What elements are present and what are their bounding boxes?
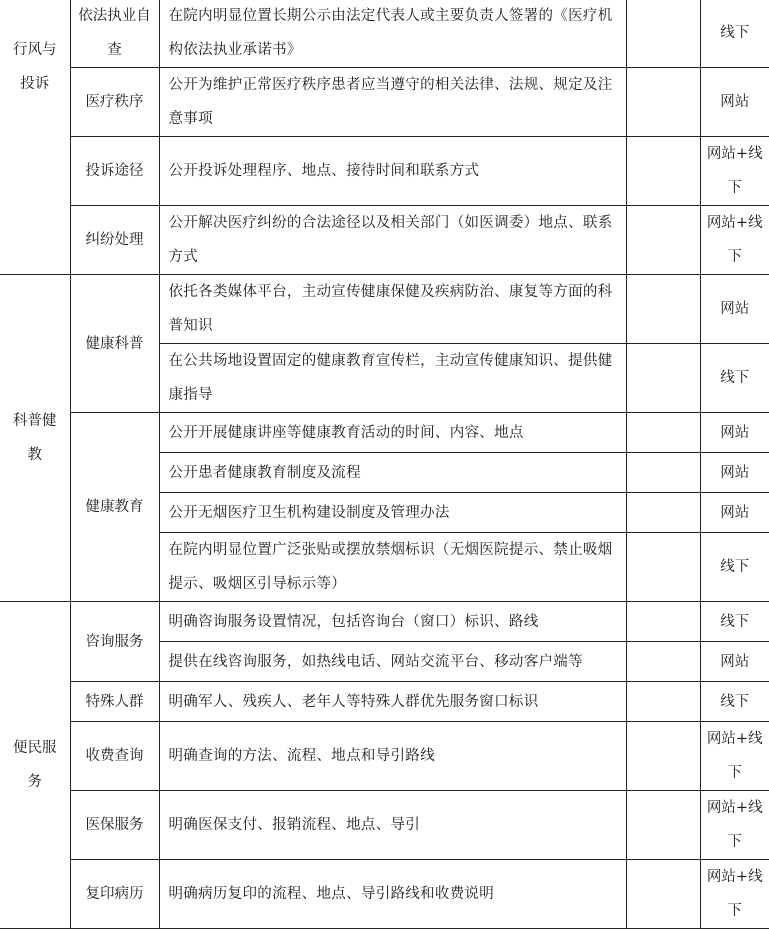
subcategory-cell: 投诉途径 xyxy=(70,137,159,206)
blank-cell xyxy=(626,68,700,137)
blank-cell xyxy=(626,642,700,682)
blank-cell xyxy=(626,275,700,344)
subcategory-cell: 医保服务 xyxy=(70,791,159,860)
table-row xyxy=(0,413,769,453)
content-cell: 依托各类媒体平台，主动宣传健康保健及疾病防治、康复等方面的科普知识 xyxy=(159,275,626,344)
subcategory-cell: 复印病历 xyxy=(70,860,159,929)
mode-cell: 网站+线下 xyxy=(700,722,769,791)
content-cell: 公开患者健康教育制度及流程 xyxy=(159,453,626,493)
mode-cell: 网站 xyxy=(700,413,769,453)
category-cell xyxy=(0,0,70,275)
subcategory-cell: 健康科普 xyxy=(70,275,159,413)
subcategory-cell: 纠纷处理 xyxy=(70,206,159,275)
blank-cell xyxy=(626,602,700,642)
content-cell: 在院内明显位置长期公示由法定代表人或主要负责人签署的《医疗机构依法执业承诺书》 xyxy=(159,0,626,68)
mode-cell: 网站 xyxy=(700,453,769,493)
mode-cell: 线下 xyxy=(700,0,769,68)
content-cell: 公开解决医疗纠纷的合法途径以及相关部门（如医调委）地点、联系方式 xyxy=(159,206,626,275)
mode-cell: 线下 xyxy=(700,344,769,413)
content-cell: 公开为维护正常医疗秩序患者应当遵守的相关法律、法规、规定及注意事项 xyxy=(159,68,626,137)
subcategory-cell: 依法执业自查 xyxy=(70,0,159,68)
mode-cell: 网站 xyxy=(700,493,769,533)
content-cell: 提供在线咨询服务，如热线电话、网站交流平台、移动客户端等 xyxy=(159,642,626,682)
table-row xyxy=(0,137,769,206)
content-cell: 公开无烟医疗卫生机构建设制度及管理办法 xyxy=(159,493,626,533)
table-row xyxy=(0,722,769,791)
content-cell: 公开投诉处理程序、地点、接待时间和联系方式 xyxy=(159,137,626,206)
category-label: 行风与投诉 xyxy=(13,41,57,92)
category-cell: 科普健教 xyxy=(0,275,70,602)
table-row xyxy=(0,0,769,68)
content-cell: 在院内明显位置广泛张贴或摆放禁烟标识（无烟医院提示、禁止吸烟提示、吸烟区引导标示等） xyxy=(159,533,626,602)
table-row xyxy=(0,860,769,929)
subcategory-cell: 特殊人群 xyxy=(70,682,159,722)
blank-cell xyxy=(626,137,700,206)
category-cell: 便民服务 xyxy=(0,602,70,929)
blank-cell xyxy=(626,682,700,722)
mode-cell: 线下 xyxy=(700,682,769,722)
blank-cell xyxy=(626,453,700,493)
mode-cell: 网站+线下 xyxy=(700,206,769,275)
content-cell: 在公共场地设置固定的健康教育宣传栏，主动宣传健康知识、提供健康指导 xyxy=(159,344,626,413)
subcategory-cell: 咨询服务 xyxy=(70,602,159,682)
table-row xyxy=(0,68,769,137)
content-cell: 公开开展健康讲座等健康教育活动的时间、内容、地点 xyxy=(159,413,626,453)
subcategory-cell: 健康教育 xyxy=(70,413,159,602)
blank-cell xyxy=(626,722,700,791)
table-row xyxy=(0,206,769,275)
blank-cell xyxy=(626,860,700,929)
mode-cell: 线下 xyxy=(700,533,769,602)
content-cell: 明确咨询服务设置情况，包括咨询台（窗口）标识、路线 xyxy=(159,602,626,642)
mode-cell: 网站+线下 xyxy=(700,137,769,206)
blank-cell xyxy=(626,206,700,275)
table-row xyxy=(0,791,769,860)
blank-cell xyxy=(626,493,700,533)
blank-cell xyxy=(626,0,700,68)
blank-cell xyxy=(626,344,700,413)
subcategory-cell: 医疗秩序 xyxy=(70,68,159,137)
table-row xyxy=(0,275,769,344)
subcategory-cell: 收费查询 xyxy=(70,722,159,791)
table-row xyxy=(0,682,769,722)
mode-cell: 网站+线下 xyxy=(700,860,769,929)
blank-cell xyxy=(626,413,700,453)
content-cell: 明确查询的方法、流程、地点和导引路线 xyxy=(159,722,626,791)
mode-cell: 线下 xyxy=(700,602,769,642)
table-row xyxy=(0,602,769,642)
mode-cell: 网站 xyxy=(700,68,769,137)
blank-cell xyxy=(626,791,700,860)
blank-cell xyxy=(626,533,700,602)
content-cell: 明确军人、残疾人、老年人等特殊人群优先服务窗口标识 xyxy=(159,682,626,722)
content-cell: 明确病历复印的流程、地点、导引路线和收费说明 xyxy=(159,860,626,929)
mode-cell: 网站 xyxy=(700,275,769,344)
content-cell: 明确医保支付、报销流程、地点、导引 xyxy=(159,791,626,860)
mode-cell: 网站 xyxy=(700,642,769,682)
mode-cell: 网站+线下 xyxy=(700,791,769,860)
